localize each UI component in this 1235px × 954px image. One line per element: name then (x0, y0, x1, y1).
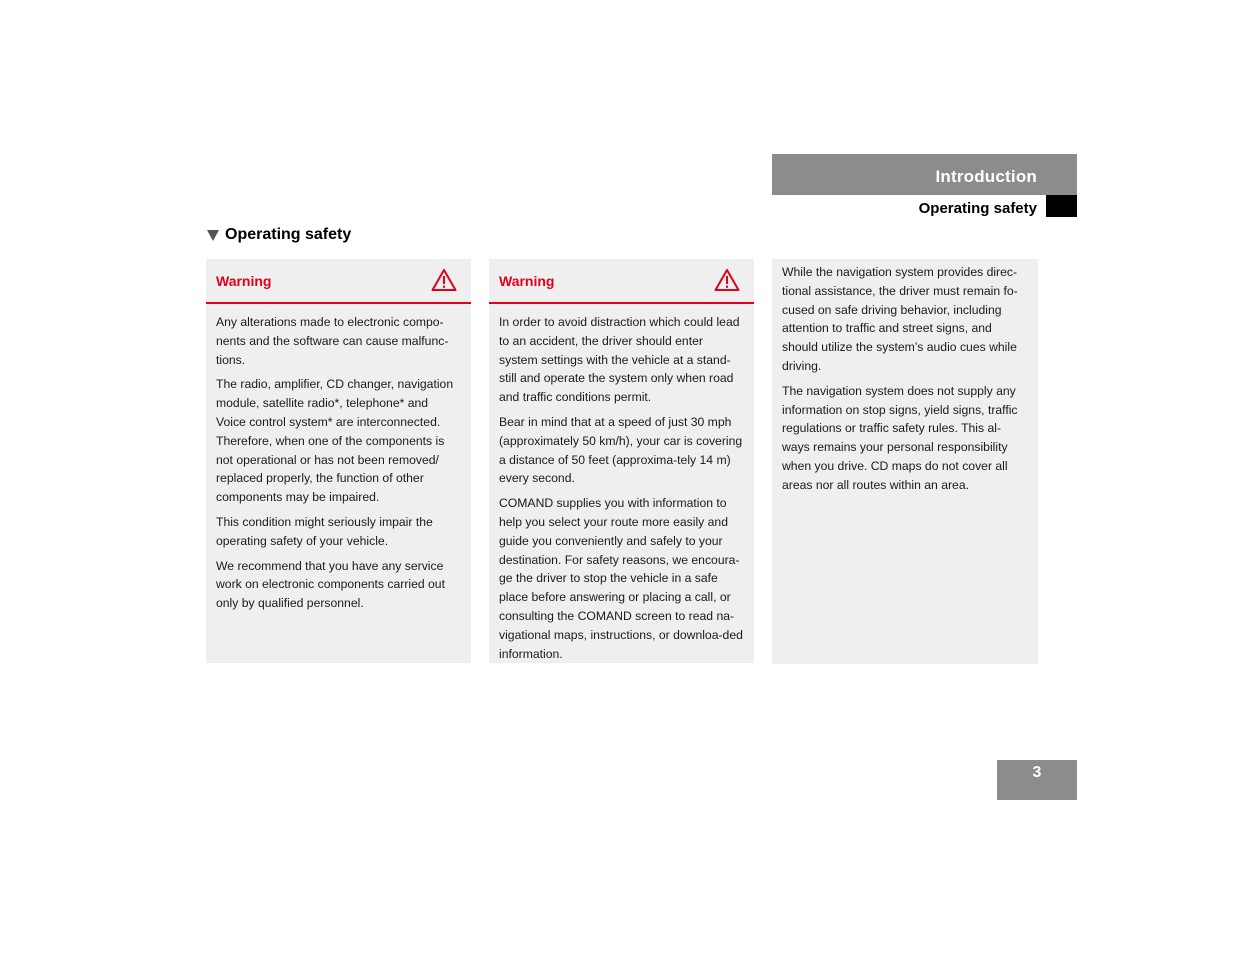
paragraph: While the navigation system provides direc-tional assistance, the driver must remain fo-cused on safe driving behavior, including attention to traffic and street signs, and should utilize the system’s audio cues while driving. (782, 265, 1018, 373)
warning-box-1 (206, 259, 471, 663)
section-heading-text: Operating safety (225, 226, 352, 243)
warning-label: Warning (216, 273, 272, 289)
info-body (772, 259, 1038, 495)
chapter-header-bar (772, 154, 1077, 195)
paragraph: Bear in mind that at a speed of just 30 mph (approximately 50 km/h), your car is covering a distance of 50 feet (approxima-tely 14 m) every second. (499, 414, 743, 486)
paragraph: In order to avoid distraction which could lead to an accident, the driver should enter system settings with the vehicle at a stand-still and operate the system only when road and traffic conditions permit. (499, 315, 740, 405)
page-number: 3 (1032, 764, 1042, 781)
warning-header (489, 259, 754, 304)
warning-triangle-icon (714, 268, 740, 292)
paragraph: The radio, amplifier, CD changer, navigation module, satellite radio*, telephone* and Voice control system* are interconnected. Therefore, when one of the components is not operational or has not been removed/ replaced properly, the function of other components may be impaired. (216, 377, 454, 505)
triangle-bullet-icon (207, 230, 219, 241)
warning-header (206, 259, 471, 304)
chapter-subtitle: Operating safety (918, 200, 1037, 217)
warning-body (489, 304, 754, 663)
warning-triangle-icon (431, 268, 457, 292)
warning-body (206, 304, 471, 613)
chapter-title: Introduction (935, 167, 1037, 186)
info-box (772, 259, 1038, 664)
page-number-box (997, 760, 1077, 800)
paragraph: COMAND supplies you with information to help you select your route more easily and guide you conveniently and safely to your destination. For safety reasons, we encoura-ge the driver to stop the vehicle in a safe place before answering or placing a call, or consulting the COMAND screen to read na-vigational maps, instructions, or downloa-ded information. (499, 496, 743, 661)
paragraph: This condition might seriously impair the operating safety of your vehicle. (216, 514, 433, 548)
section-heading (207, 226, 351, 244)
warning-box-2 (489, 259, 754, 663)
paragraph: We recommend that you have any service work on electronic components carried out only by qualified personnel. (216, 558, 445, 611)
warning-label: Warning (499, 273, 555, 289)
chapter-marker (1046, 195, 1077, 217)
paragraph: Any alterations made to electronic compo-nents and the software can cause malfunc-tions. (216, 315, 449, 367)
paragraph: The navigation system does not supply any information on stop signs, yield signs, traffic regulations or traffic safety rules. This al-ways remains your personal responsibility when you drive. CD maps do not cover all areas nor all routes within an area. (782, 383, 1018, 492)
